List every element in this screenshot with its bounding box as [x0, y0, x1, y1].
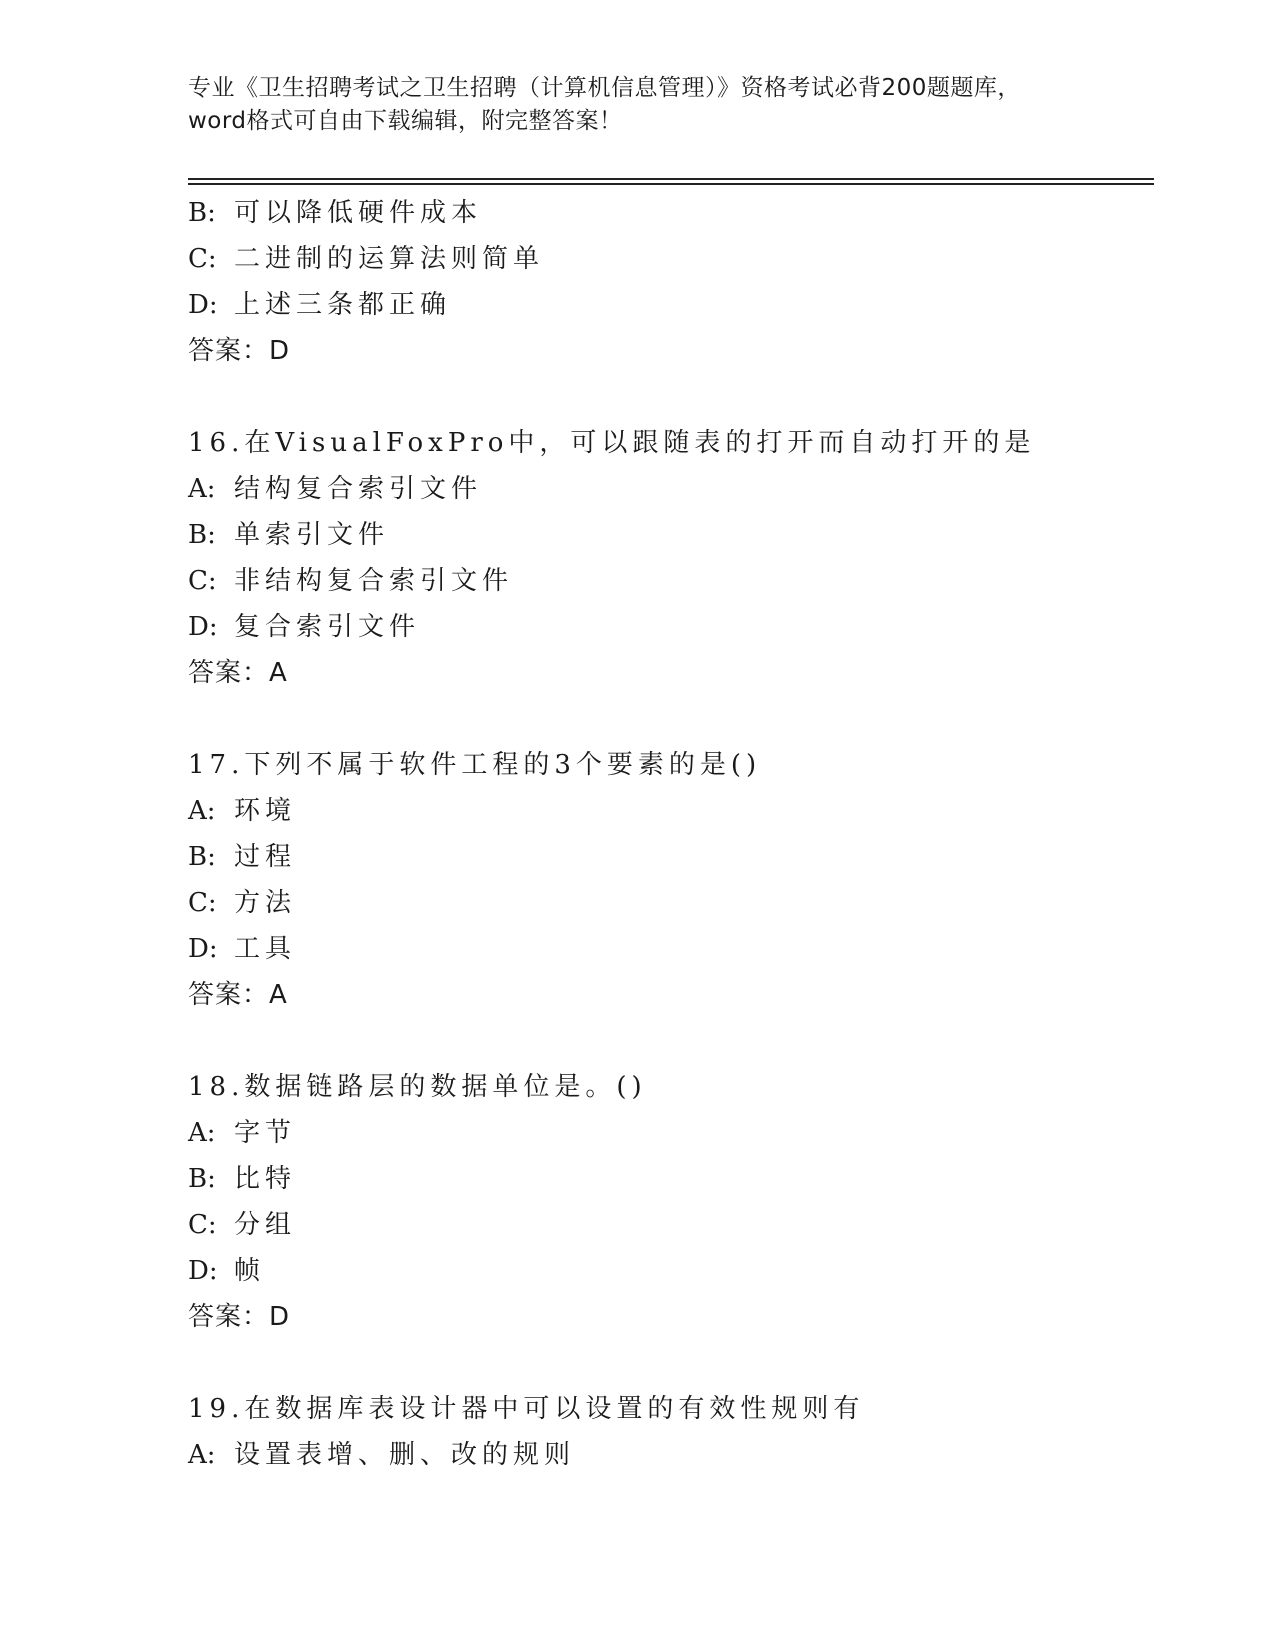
- option-label: D:: [188, 1256, 218, 1286]
- question-stem: 18.数据链路层的数据单位是。(): [188, 1072, 647, 1102]
- option-row: [188, 834, 1148, 880]
- option-text: 过程: [234, 842, 297, 872]
- question-stem: 16.在VisualFoxPro中，可以跟随表的打开而自动打开的是: [188, 428, 1036, 458]
- option-row: [188, 190, 1148, 236]
- option-row: [188, 880, 1148, 926]
- option-text: 上述三条都正确: [234, 290, 452, 320]
- option-label: C:: [188, 244, 217, 274]
- option-label: C:: [188, 888, 217, 918]
- answer-line: 答案：A: [188, 658, 288, 688]
- option-row: [188, 236, 1148, 282]
- answer-line: 答案：A: [188, 980, 288, 1010]
- option-label: A:: [188, 474, 216, 504]
- option-label: B:: [188, 198, 216, 228]
- option-text: 比特: [234, 1164, 297, 1194]
- option-text: 可以降低硬件成本: [234, 198, 483, 228]
- option-row: [188, 1432, 1148, 1478]
- answer-line: 答案：D: [188, 1302, 291, 1332]
- option-label: B:: [188, 842, 216, 872]
- option-text: 方法: [234, 888, 297, 918]
- option-text: 复合索引文件: [234, 612, 421, 642]
- question-stem: 19.在数据库表设计器中可以设置的有效性规则有: [188, 1394, 865, 1424]
- option-label: B:: [188, 1164, 216, 1194]
- header-line-2: word格式可自由下载编辑，附完整答案！: [188, 108, 623, 134]
- option-text: 结构复合索引文件: [234, 474, 483, 504]
- option-text: 单索引文件: [234, 520, 390, 550]
- option-text: 分组: [234, 1210, 297, 1240]
- option-text: 环境: [234, 796, 297, 826]
- option-label: D:: [188, 934, 218, 964]
- option-text: 设置表增、删、改的规则: [234, 1440, 576, 1470]
- spacer: [188, 1018, 1148, 1064]
- option-label: A:: [188, 1440, 216, 1470]
- header-divider-bottom: [188, 183, 1154, 185]
- option-row: [188, 788, 1148, 834]
- spacer: [188, 696, 1148, 742]
- option-row: [188, 604, 1148, 650]
- option-row: [188, 558, 1148, 604]
- question-list: [188, 190, 1148, 1478]
- question-stem: 17.下列不属于软件工程的3个要素的是(): [188, 750, 762, 780]
- option-label: D:: [188, 612, 218, 642]
- option-row: [188, 466, 1148, 512]
- option-row: [188, 1110, 1148, 1156]
- option-label: A:: [188, 1118, 216, 1148]
- option-row: [188, 1156, 1148, 1202]
- option-row: [188, 282, 1148, 328]
- option-label: A:: [188, 796, 216, 826]
- option-label: C:: [188, 1210, 217, 1240]
- header-divider-top: [188, 178, 1154, 180]
- option-row: [188, 1248, 1148, 1294]
- spacer: [188, 1340, 1148, 1386]
- option-row: [188, 1202, 1148, 1248]
- document-header: [188, 72, 1088, 138]
- answer-line: 答案：D: [188, 336, 291, 366]
- option-label: D:: [188, 290, 218, 320]
- option-text: 字节: [234, 1118, 297, 1148]
- option-text: 工具: [234, 934, 297, 964]
- option-row: [188, 926, 1148, 972]
- option-label: B:: [188, 520, 216, 550]
- option-text: 帧: [234, 1256, 266, 1286]
- spacer: [188, 374, 1148, 420]
- option-label: C:: [188, 566, 217, 596]
- option-text: 非结构复合索引文件: [234, 566, 514, 596]
- option-row: [188, 512, 1148, 558]
- header-line-1: 专业《卫生招聘考试之卫生招聘（计算机信息管理）》资格考试必背200题题库，: [188, 75, 1021, 101]
- option-text: 二进制的运算法则简单: [234, 244, 545, 274]
